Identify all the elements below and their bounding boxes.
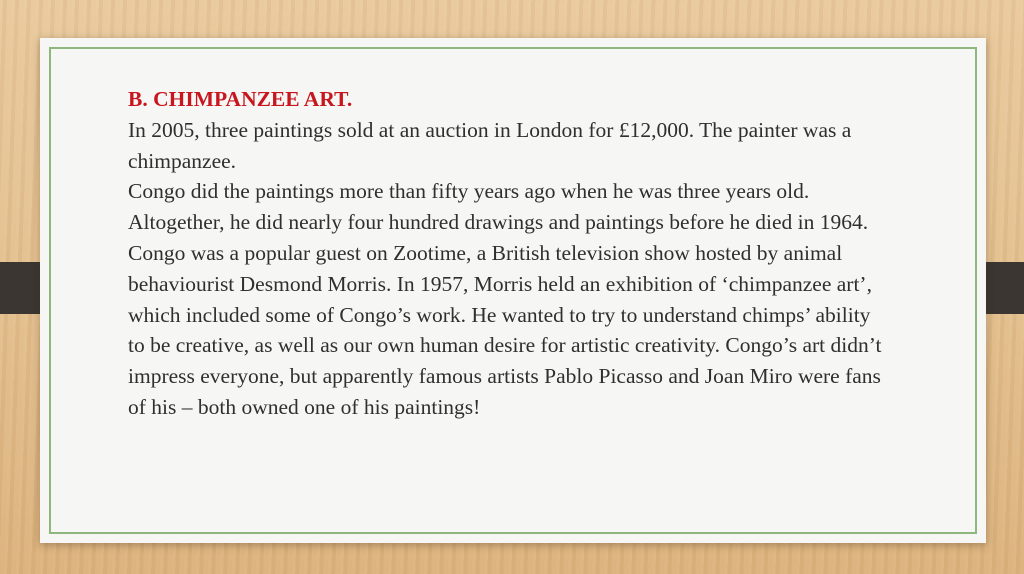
slide-panel [40,38,986,543]
body-paragraph: Congo did the paintings more than fifty years ago when he was three years old. Altogether, he did nearly four hundred drawings and paintings before he died in 1964. Congo was a popular guest on Zootime, a British television show hosted by animal behaviourist Desmond Morris. In 1957, Morris held an exhibition of ‘chimpanzee art’, which included some of Congo’s work. He wanted to try to understand chimps’ ability to be creative, as well as our own human desire for artistic creativity. Congo’s art didn’t impress everyone, but apparently famous artists Pablo Picasso and Joan Miro were fans of his – both owned one of his paintings! [128,179,882,419]
section-heading: B. CHIMPANZEE ART. [128,87,353,111]
intro-paragraph: In 2005, three paintings sold at an auction in London for £12,000. The painter was a chimpanzee. [128,117,852,173]
slide-text-body [128,84,888,423]
